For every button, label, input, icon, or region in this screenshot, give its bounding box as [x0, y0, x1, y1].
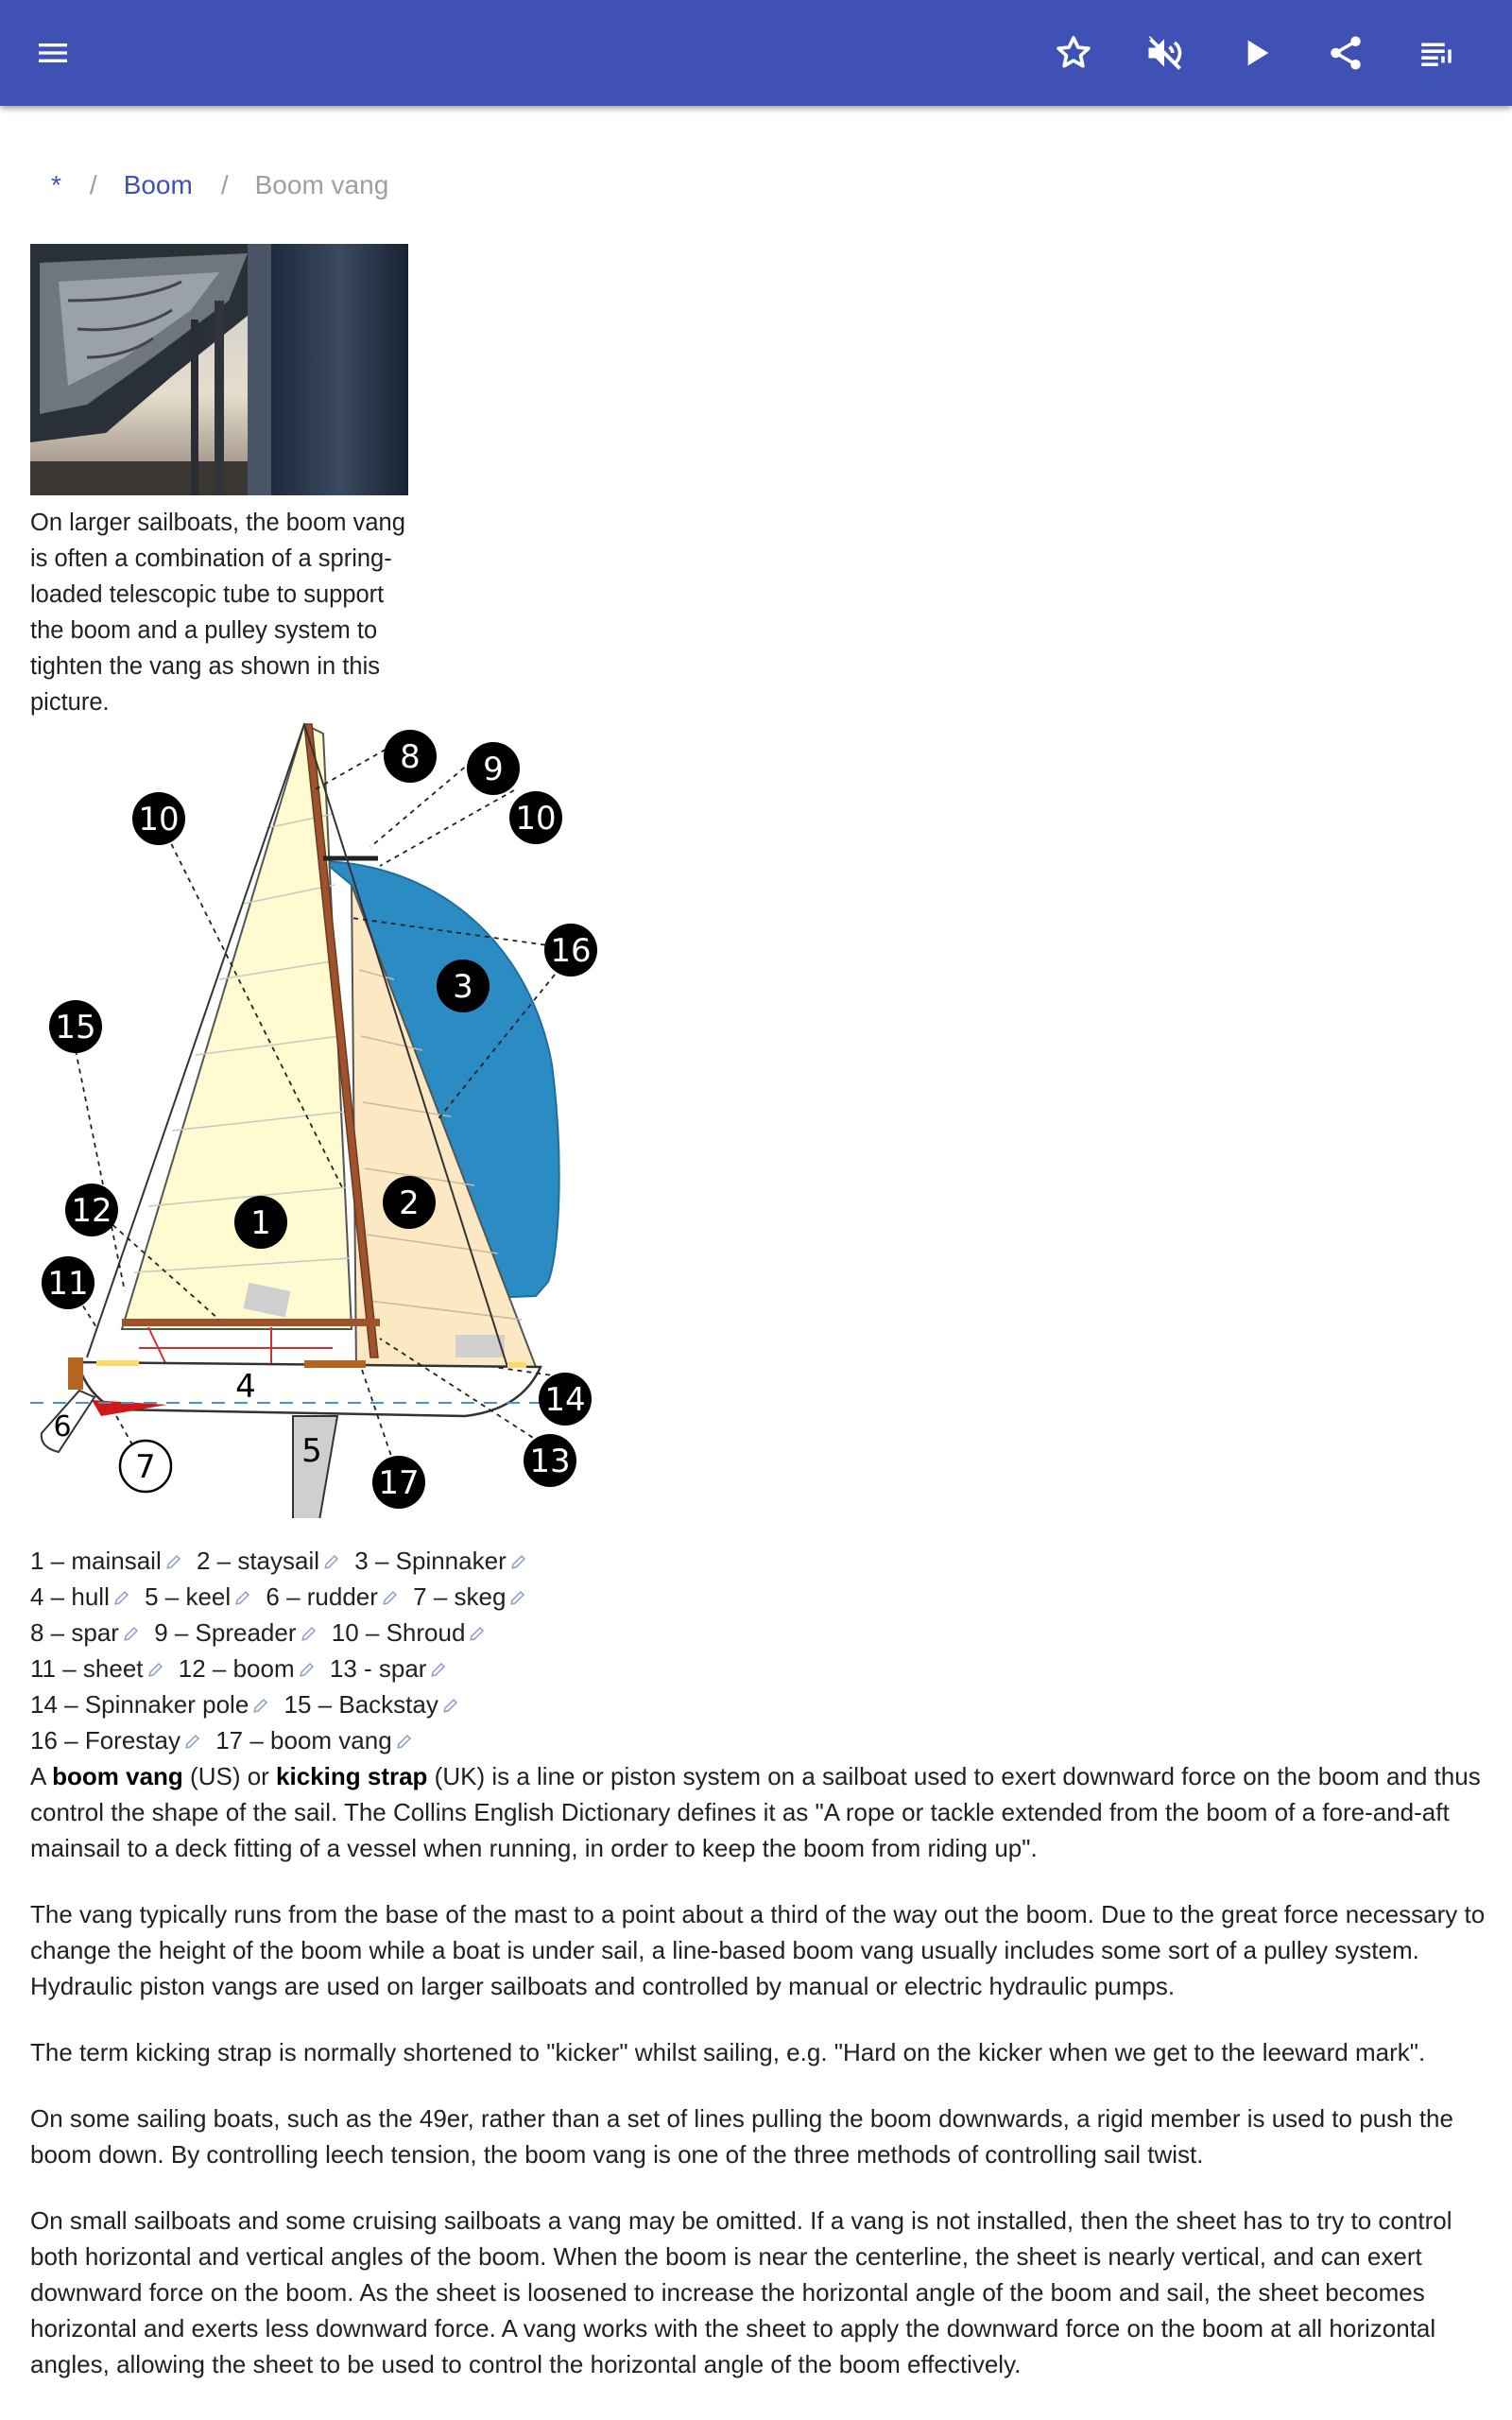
- term-kicking-strap: kicking strap: [276, 1762, 428, 1790]
- legend-item[interactable]: 7 – skeg: [413, 1582, 507, 1611]
- legend-item[interactable]: 3 – Spinnaker: [354, 1547, 507, 1575]
- pencil-icon[interactable]: [123, 1625, 140, 1642]
- legend-item[interactable]: 17 – boom vang: [215, 1726, 392, 1754]
- diagram-marker: [234, 1196, 287, 1249]
- breadcrumb-separator: /: [89, 170, 97, 199]
- diagram-marker: [120, 1441, 171, 1492]
- pencil-icon[interactable]: [396, 1733, 413, 1750]
- legend-row: [30, 1722, 692, 1758]
- pencil-icon[interactable]: [323, 1553, 340, 1570]
- legend-item[interactable]: 11 – sheet: [30, 1654, 144, 1683]
- diagram-marker: [53, 1410, 71, 1443]
- svg-text:15: 15: [55, 1009, 96, 1046]
- diagram-marker: [384, 730, 437, 783]
- legend-item[interactable]: 12 – boom: [178, 1654, 295, 1683]
- breadcrumb-home[interactable]: *: [51, 170, 61, 199]
- menu-icon[interactable]: [26, 26, 80, 80]
- pencil-icon[interactable]: [430, 1661, 447, 1678]
- article-paragraph: A boom vang (US) or kicking strap (UK) is a line or piston system on a sailboat used to exert downward force on the boom and thus control the shape of the sail. The Collins English Dictionary defines it as "A rope or tackle extended from the boom of a fore-and-aft mainsail to a deck fitting of a vessel when running, in order to keep the boom from riding up".: [30, 1762, 1481, 1862]
- diagram-marker: [42, 1256, 94, 1309]
- pencil-icon[interactable]: [299, 1661, 316, 1678]
- diagram-marker: [539, 1373, 592, 1426]
- term-boom-vang: boom vang: [52, 1762, 183, 1790]
- legend-row: [30, 1686, 692, 1722]
- diagram-marker: [524, 1434, 576, 1487]
- pencil-icon[interactable]: [147, 1661, 164, 1678]
- pencil-icon[interactable]: [113, 1589, 130, 1606]
- breadcrumb-separator: /: [220, 170, 229, 199]
- svg-text:5: 5: [301, 1432, 322, 1470]
- legend-item[interactable]: 2 – staysail: [196, 1547, 320, 1575]
- svg-text:12: 12: [71, 1192, 112, 1230]
- playlist-icon[interactable]: [1409, 26, 1464, 80]
- legend-item[interactable]: 1 – mainsail: [30, 1547, 162, 1575]
- boom-vang-photo[interactable]: [30, 244, 408, 495]
- legend-item[interactable]: 13 - spar: [329, 1654, 427, 1683]
- legend-item[interactable]: 9 – Spreader: [154, 1618, 297, 1647]
- pencil-icon[interactable]: [252, 1697, 269, 1714]
- pencil-icon[interactable]: [165, 1553, 182, 1570]
- legend-row: [30, 1651, 692, 1686]
- svg-text:10: 10: [138, 801, 180, 838]
- app-bar: [0, 0, 1512, 106]
- svg-text:4: 4: [235, 1368, 256, 1406]
- svg-text:11: 11: [47, 1265, 89, 1303]
- breadcrumb: [51, 170, 388, 200]
- svg-text:13: 13: [529, 1443, 571, 1480]
- pencil-icon[interactable]: [234, 1589, 251, 1606]
- breadcrumb-current: Boom vang: [254, 170, 389, 199]
- svg-text:7: 7: [135, 1448, 156, 1486]
- diagram-marker: [372, 1456, 425, 1509]
- legend-row: [30, 1615, 692, 1651]
- diagram-marker: [132, 792, 185, 845]
- svg-text:6: 6: [53, 1410, 72, 1443]
- svg-text:3: 3: [453, 968, 473, 1006]
- legend-item[interactable]: 15 – Backstay: [284, 1690, 438, 1719]
- pencil-icon[interactable]: [469, 1625, 486, 1642]
- pencil-icon[interactable]: [509, 1589, 526, 1606]
- svg-text:2: 2: [399, 1184, 420, 1222]
- diagram-marker: [437, 959, 490, 1012]
- legend-item[interactable]: 5 – keel: [145, 1582, 232, 1611]
- pencil-icon[interactable]: [510, 1553, 527, 1570]
- pencil-icon[interactable]: [382, 1589, 399, 1606]
- diagram-legend: [30, 1543, 692, 1758]
- diagram-marker: [467, 742, 520, 795]
- diagram-marker: [235, 1368, 256, 1406]
- star-outline-icon[interactable]: [1046, 26, 1101, 80]
- breadcrumb-parent[interactable]: Boom: [123, 170, 193, 199]
- photo-caption: On larger sailboats, the boom vang is often a combination of a spring-loaded telescopic tube to support the boom and a pulley system to tighten the vang as shown in this picture.: [30, 510, 405, 716]
- diagram-marker: [383, 1176, 436, 1229]
- play-icon[interactable]: [1228, 26, 1283, 80]
- svg-text:16: 16: [550, 932, 592, 970]
- svg-text:10: 10: [515, 800, 557, 838]
- article-paragraph: On small sailboats and some cruising sailboats a vang may be omitted. If a vang is not installed, then the sheet has to try to control both horizontal and vertical angles of the boom. When the boom is near the centerline, the sheet is nearly vertical, and can exert downward force on the boom. As the sheet is loosened to increase the horizontal angle of the boom and sail, the sheet becomes horizontal and exerts less downward force. A vang works with the sheet to apply the downward force on the boom at all horizontal angles, allowing the sheet to be used to control the horizontal angle of the boom effectively.: [30, 2206, 1452, 2378]
- legend-item[interactable]: 14 – Spinnaker pole: [30, 1690, 249, 1719]
- legend-row: [30, 1579, 692, 1615]
- article-paragraph: On some sailing boats, such as the 49er, rather than a set of lines pulling the boom downwards, a rigid member is used to push the boom down. By controlling leech tension, the boom vang is one of the three methods of controlling sail twist.: [30, 2104, 1453, 2169]
- sound-off-icon[interactable]: [1137, 26, 1192, 80]
- legend-item[interactable]: 6 – rudder: [266, 1582, 378, 1611]
- svg-text:17: 17: [378, 1464, 420, 1502]
- article-body: [30, 1758, 1486, 2412]
- article-paragraph: The term kicking strap is normally shortened to "kicker" whilst sailing, e.g. "Hard on the kicker when we get to the leeward mark".: [30, 2038, 1426, 2066]
- sailboat-diagram[interactable]: [30, 715, 616, 1518]
- pencil-icon[interactable]: [301, 1625, 318, 1642]
- article-paragraph: The vang typically runs from the base of the mast to a point about a third of the way out the boom. Due to the great force necessary to change the height of the boom while a boat is under sail, a line-based boom vang usually includes some sort of a pulley system. Hydraulic piston vangs are used on larger sailboats and controlled by manual or electric hydraulic pumps.: [30, 1900, 1486, 2000]
- legend-item[interactable]: 16 – Forestay: [30, 1726, 180, 1754]
- diagram-marker: [301, 1432, 322, 1470]
- svg-text:14: 14: [544, 1381, 586, 1419]
- pencil-icon[interactable]: [442, 1697, 459, 1714]
- legend-item[interactable]: 10 – Shroud: [331, 1618, 466, 1647]
- svg-text:8: 8: [400, 738, 421, 776]
- share-icon[interactable]: [1318, 26, 1373, 80]
- legend-item[interactable]: 8 – spar: [30, 1618, 119, 1647]
- legend-row: [30, 1543, 692, 1579]
- diagram-marker: [49, 1000, 102, 1053]
- diagram-marker: [509, 791, 562, 844]
- svg-text:1: 1: [250, 1204, 271, 1242]
- legend-item[interactable]: 4 – hull: [30, 1582, 110, 1611]
- diagram-marker: [65, 1184, 118, 1236]
- diagram-marker: [544, 924, 597, 977]
- svg-text:9: 9: [483, 751, 504, 788]
- pencil-icon[interactable]: [184, 1733, 201, 1750]
